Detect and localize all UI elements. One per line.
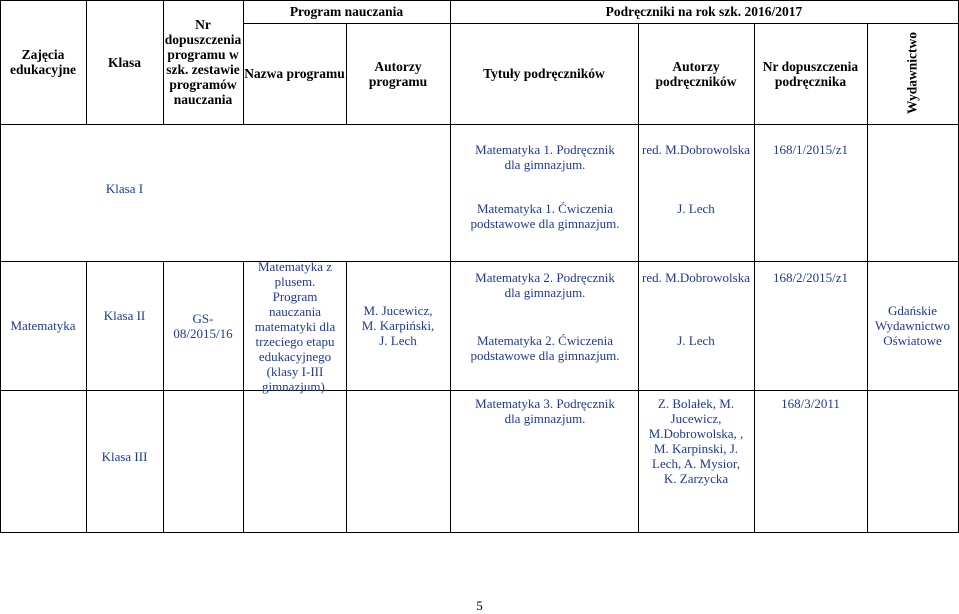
book-author-2a: red. M.Dobrowolska [642, 270, 750, 285]
book-title-3a: Matematyka 3. Podręcznik dla gimnazjum. [475, 396, 615, 426]
book-author-2b: J. Lech [677, 333, 715, 348]
col-header-book-authors: Autorzy podręczników [655, 58, 737, 89]
col-header-program-authors: Autorzy programu [368, 58, 428, 89]
publisher: Gdańskie Wydawnictwo Oświatowe [874, 303, 951, 348]
subject: Matematyka [10, 318, 76, 333]
program-name: Matematyka z plusem. Program nauczania matematyki dla trzeciego etapu edukacyjnego (klasy I-III gimnazjum). [254, 258, 336, 394]
class-label-3: Klasa III [101, 448, 148, 464]
book-author-3a: Z. Bolałek, M. Jucewicz, M.Dobrowolska, , M. Karpinski, J. Lech, A. Mysior, K. Zarzycka [648, 396, 744, 486]
col-header-class: Klasa [107, 54, 141, 70]
class-label-1: Klasa I [105, 180, 144, 196]
class-label-2: Klasa II [103, 307, 146, 323]
col-header-publisher: Wydawnictwo [904, 32, 920, 115]
book-author-1a: red. M.Dobrowolska [642, 142, 750, 157]
book-author-1b: J. Lech [677, 201, 715, 216]
book-no-1a: 168/1/2015/z1 [772, 142, 849, 157]
group-header-program: Program nauczania [289, 4, 404, 19]
program-no: GS-08/2015/16 [173, 310, 233, 341]
book-no-2a: 168/2/2015/z1 [772, 270, 849, 285]
book-title-1a: Matematyka 1. Podręcznik dla gimnazjum. [475, 142, 615, 172]
program-authors: M. Jucewicz, M. Karpiński, J. Lech [361, 303, 435, 348]
book-title-2b: Matematyka 2. Ćwiczenia podstawowe dla gimnazjum. [470, 333, 620, 363]
col-header-program-name: Nazwa programu [244, 66, 345, 81]
book-title-1b: Matematyka 1. Ćwiczenia podstawowe dla gimnazjum. [470, 201, 620, 231]
book-title-2a: Matematyka 2. Podręcznik dla gimnazjum. [475, 270, 615, 300]
col-header-subject: Zajęcia edukacyjne [9, 47, 76, 77]
col-header-program-no: Nr dopuszczenia programu w szk. zestawie programów nauczania [164, 17, 242, 107]
col-header-book-no: Nr dopuszczenia podręcznika [762, 58, 859, 89]
col-header-titles: Tytuły podręczników [483, 66, 605, 81]
page-number: 5 [476, 598, 483, 613]
book-no-3a: 168/3/2011 [781, 396, 840, 411]
group-header-books: Podręczniki na rok szk. 2016/2017 [605, 4, 803, 19]
